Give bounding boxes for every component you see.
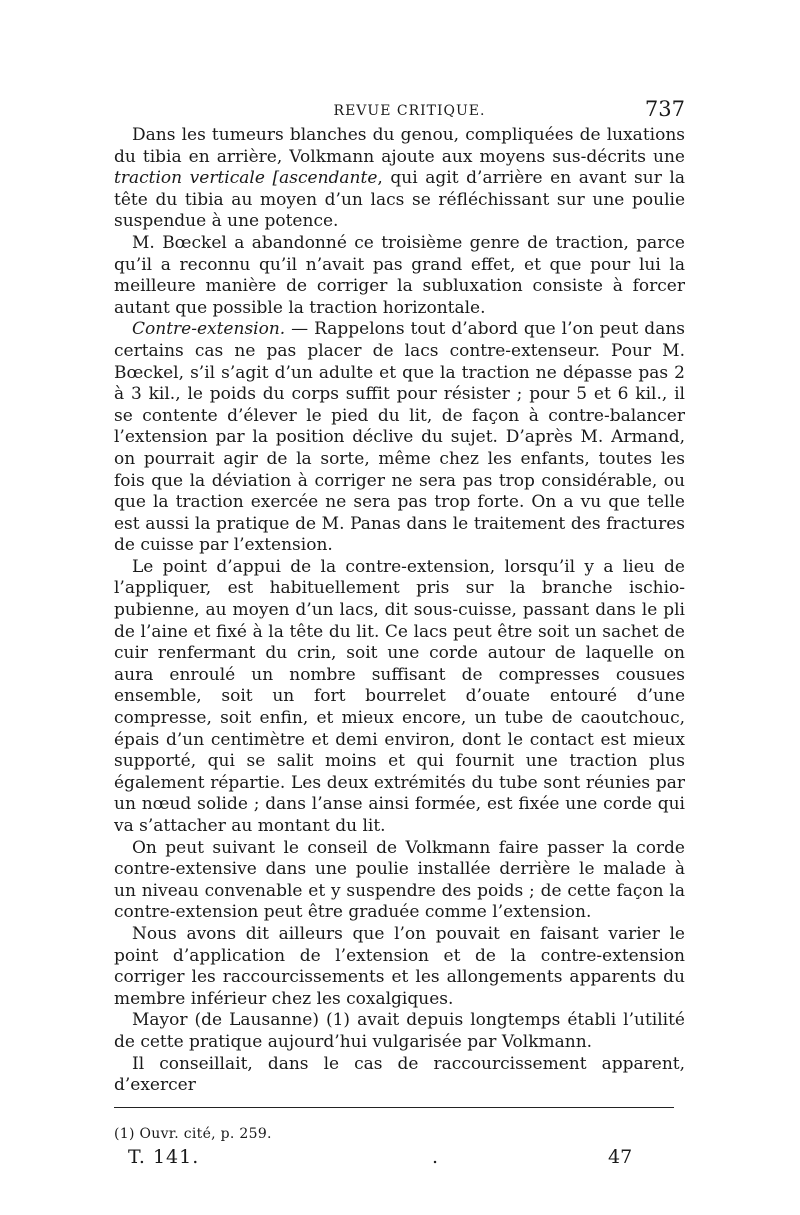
paragraph: Il conseillait, dans le cas de raccourcissement apparent, d’exercer [114, 1053, 685, 1096]
paragraph: Le point d’appui de la contre-extension, lorsqu’il y a lieu de l’appliquer, est habituellement pris sur la branche ischio-pubienne, au moyen d’un lacs, dit sous-cuisse, passant dans le pli de l’aine et fixé à la tête du lit. Ce lacs peut être soit un sachet de cuir renfermant du crin, soit une corde autour de laquelle on aura enroulé un nombre suffisant de compresses cousues ensemble, soit un fort bourrelet d’ouate entouré d’une compresse, soit enfin, et mieux encore, un tube de caoutchouc, épais d’un centimètre et demi environ, dont le contact est mieux supporté, qui se salit moins et qui fournit une traction plus également répartie. Les deux extrémités du tube sont réunies par un nœud solide ; dans l’anse ainsi formée, est fixée une corde qui va s’attacher au montant du lit. [114, 556, 685, 836]
running-title: REVUE CRITIQUE. [333, 103, 486, 119]
volume-mark: T. 141. [128, 1145, 200, 1168]
paragraph: On peut suivant le conseil de Volkmann faire passer la corde contre-extensive dans une poulie installée derrière le malade à un niveau convenable et y suspendre des poids ; de cette façon la contre-extension peut être graduée comme l’extension. [114, 837, 685, 923]
paragraph: Dans les tumeurs blanches du genou, compliquées de luxations du tibia en arrière, Volkmann ajoute aux moyens sus-décrits une traction verticale [ascendante, qui agit d’arrière en avant sur la tête du tibia au moyen d’un lacs se réfléchissant sur une poulie suspendue à une potence. [114, 125, 686, 232]
running-head [114, 95, 685, 125]
book-page [114, 95, 685, 1176]
paragraph: Mayor (de Lausanne) (1) avait depuis longtemps établi l’utilité de cette pratique aujourd’hui vulgarisée par Volkmann. [114, 1010, 685, 1052]
body-text [114, 125, 685, 1097]
page-number: 737 [644, 97, 685, 121]
signature-number: 47 [608, 1145, 633, 1168]
paragraph: M. Bœckel a abandonné ce troisième genre de traction, parce qu’il a reconnu qu’il n’avait pas grand effet, et que pour lui la meilleure manière de corriger la subluxation consiste à forcer autant que possible la traction horizontale. [114, 232, 685, 318]
footnote-rule [114, 1107, 674, 1108]
paragraph: Nous avons dit ailleurs que l’on pouvait en faisant varier le point d’application de l’extension et de la contre-extension corriger les raccourcissements et les allongements apparents du membre inférieur chez les coxalgiques. [114, 923, 685, 1009]
section-heading: Contre-extension. [132, 319, 286, 340]
paragraph: Contre-extension. — Rappelons tout d’abord que l’on peut dans certains cas ne pas placer de lacs contre-extenseur. Pour M. Bœckel, s’il s’agit d’un adulte et que la traction ne dépasse pas 2 à 3 kil., le poids du corps suffit pour résister ; pour 5 et 6 kil., il se contente d’élever le pied du lit, de façon à contre-balancer l’extension par la position déclive du sujet. D’après M. Armand, on pourrait agir de la sorte, même chez les enfants, toutes les fois que la déviation à corriger ne sera pas trop considérable, ou que la traction exercée ne sera pas trop forte. On a vu que telle est aussi la pratique de M. Panas dans le traitement des fractures de cuisse par l’extension. [114, 319, 685, 556]
signature-line [114, 1146, 685, 1176]
signature-dot: . [432, 1145, 439, 1168]
footnote: (1) Ouvr. cité, p. 259. [114, 1125, 272, 1142]
